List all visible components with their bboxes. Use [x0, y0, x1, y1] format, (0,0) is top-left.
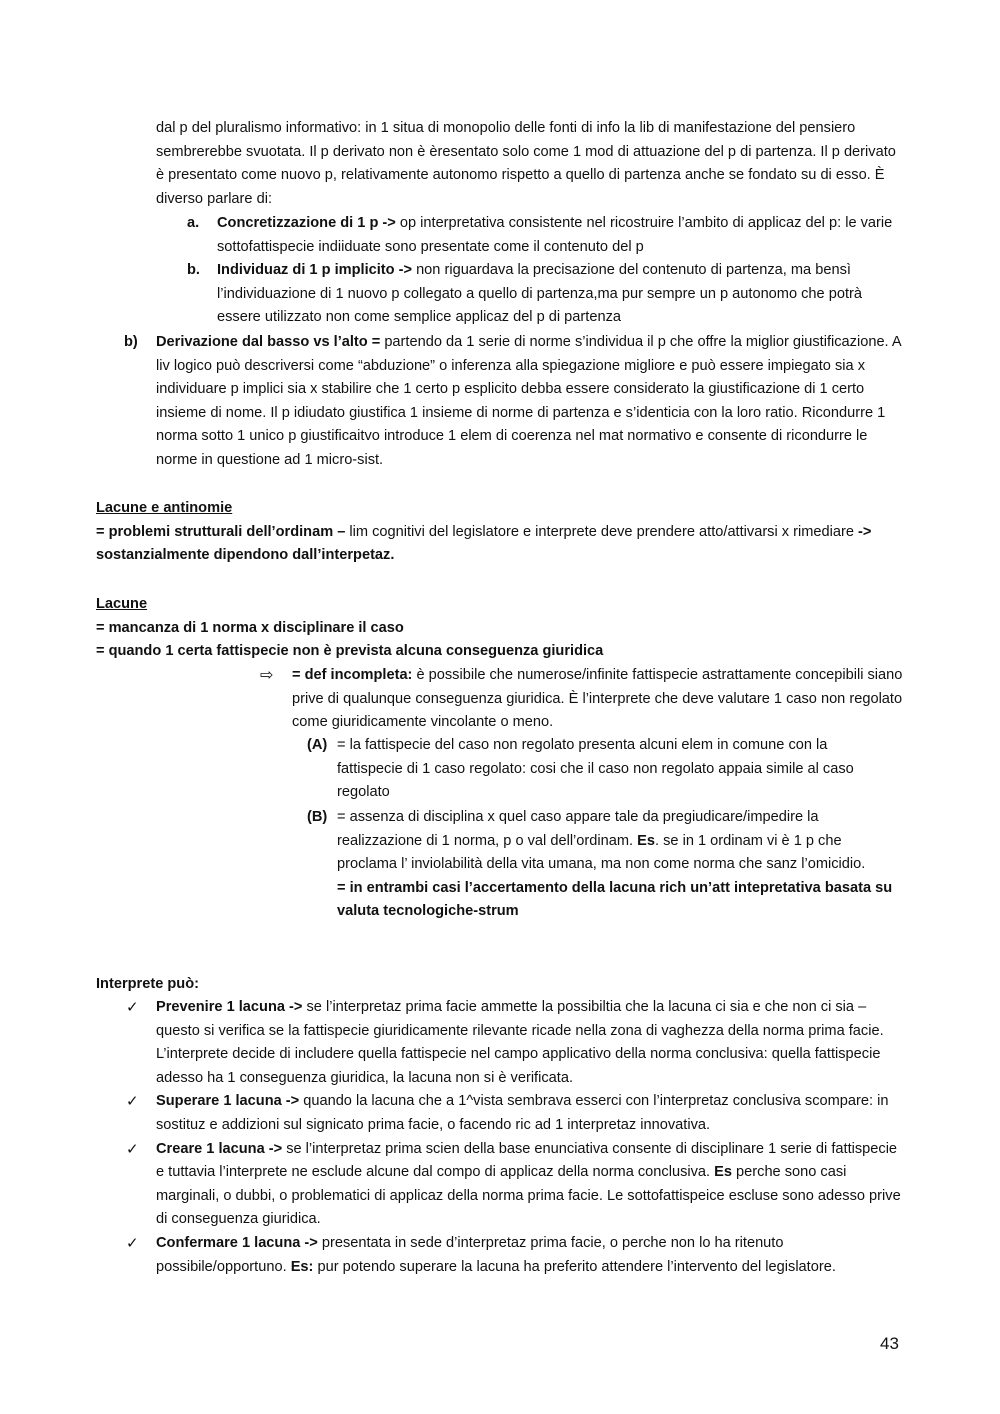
interprete-item-creare — [126, 1138, 901, 1232]
case-text: = la fattispecie del caso non regolato presenta alcuni elem in comune con la fattispecie di 1 caso regolato: cosi che il caso non regolato appaia simile al caso regolato — [337, 737, 854, 801]
term-text: quando la lacuna che a 1^vista sembrava esserci con l’interpretaz conclusiva scompare: in sostituz e addizioni sul signicato prima facie, o facendo ric ad 1 interpretaz innovativa. — [156, 1093, 889, 1133]
example-label: Es: — [290, 1258, 314, 1275]
checkmark-icon: ✓ — [126, 1093, 139, 1111]
def-incompleta — [260, 664, 904, 735]
sublist-item-b — [187, 259, 907, 330]
checkmark-icon: ✓ — [126, 1234, 139, 1252]
term-bold: Creare 1 lacuna -> — [156, 1140, 283, 1157]
section-heading: Lacune — [96, 596, 148, 612]
arrow-right-icon: ⇨ — [260, 667, 274, 684]
sublist-item-a — [187, 212, 907, 259]
interprete-item-confermare — [126, 1232, 901, 1279]
section-heading: Interprete può: — [96, 976, 199, 992]
case-a — [307, 734, 897, 805]
term-bold: = def incompleta: — [292, 667, 413, 683]
list-marker: (B) — [307, 809, 328, 825]
term-text: se l’interpretaz prima scien della base enunciativa consente di disciplinare 1 serie di fattispecie e tuttavia l’interprete ne esclude alcune dal compo di applicaz della norma conclusiva. — [156, 1140, 898, 1181]
page-number: 43 — [880, 1334, 899, 1353]
term-text: presentata in sede d’interpretaz prima facie, o perche non lo ha ritenuto possibile/opportuno. — [156, 1234, 784, 1275]
section-lacune — [96, 593, 901, 664]
conclusion-text: = in entrambi casi l’accertamento della lacuna rich un’att intepretativa basata su valuta tecnologiche-strum — [337, 879, 893, 920]
list-marker: b) — [124, 334, 138, 350]
intro-paragraph — [156, 117, 901, 211]
definition-bold-end: -> sostanzialmente dipendono dall’interpetaz. — [96, 523, 872, 564]
term-text: è possibile che numerose/infinite fattispecie astrattamente concepibili siano prive di qualunque conseguenza giuridica. È l’interprete che deve valutare 1 caso non regolato come giuridicamente vincolante o meno. — [292, 667, 903, 731]
case-text: = assenza di disciplina x quel caso appare tale da pregiudicare/impedire la realizzazione di 1 norma, p o val dell’ordinam. — [337, 809, 819, 849]
term-bold: Individuaz di 1 p implicito -> — [217, 262, 413, 279]
case-b — [307, 806, 897, 924]
term-text: se l’interpretaz prima facie ammette la possibiltia che la lacuna ci sia e che non ci sia – questo si verifica se la fattispecie giuridicamente rilevante ricade nella zona di vaghezza della norma prima facie. L’interprete decide di includere quella fattispecie nel campo applicativo della norma conclusiva: quella fattispecie adesso ha 1 conseguenza giuridica, la lacuna non si è verificata. — [156, 999, 884, 1086]
section-heading: Lacune e antinomie — [96, 500, 233, 516]
section-interprete — [96, 973, 901, 997]
example-label: Es — [637, 832, 655, 849]
term-text: non riguardava la precisazione del contenuto di partenza, ma bensì l’individuazione di 1 nuovo p collegato a quello di partenza,ma pur sempre un p autonomo che potrà essere utilizzato non come semplice applicaz del p di partenza — [217, 262, 862, 326]
interprete-item-prevenire — [126, 996, 901, 1090]
list-marker: a. — [187, 215, 200, 231]
definition-bold: = problemi strutturali dell’ordinam – — [96, 523, 346, 540]
term-text: op interpretativa consistente nel ricostruire l’ambito di applicaz del p: le varie sottofattispecie indiiduate sono presentate come il contenuto del p — [217, 215, 893, 255]
section-lacune-antinomie — [96, 497, 901, 568]
list-marker: b. — [187, 262, 200, 279]
term-bold: Confermare 1 lacuna -> — [156, 1234, 318, 1251]
term-text-2: pur potendo superare la lacuna ha preferito attendere l’intervento del legislatore. — [313, 1258, 836, 1275]
checkmark-icon: ✓ — [126, 999, 139, 1016]
definition-text: lim cognitivi del legislatore e interprete deve prendere atto/attivarsi x rimediare — [345, 523, 859, 540]
item-b-derivazione — [124, 331, 901, 473]
term-text-2: perche sono casi marginali, o dubbi, o problematici di applicaz della norma prima facie. Le sottofattispeice escluse sono adesso prive di conseguenza giuridica. — [156, 1164, 901, 1228]
interprete-item-superare — [126, 1090, 901, 1137]
intro-text: dal p del pluralismo informativo: in 1 situa di monopolio delle fonti di info la lib di manifestazione del pensiero sembrerebbe svuotata. Il p derivato non è èresentato solo come 1 mod di attuazione del p di partenza. Il p derivato è presentato come nuovo p, relativamente autonomo rispetto a quello di partenza anche se fondato su di esso. È diverso parlare di: — [156, 120, 896, 207]
term-bold: Derivazione dal basso vs l’alto = — [156, 334, 381, 350]
term-bold: Superare 1 lacuna -> — [156, 1093, 300, 1110]
term-text: partendo da 1 serie di norme s’individua il p che offre la miglior giustificazione. A liv logico può descriversi come “abduzione” o inferenza alla spiegazione migliore e può essere impiegato sia x individuare p implici sia x stabilire che 1 certo p esplicito debba essere considerato la giustificazione di 1 certo insieme di nome. Il p idiudato giustifica 1 insieme di norme di partenza e s’identicia con la loro ratio. Ricondurre 1 norma sotto 1 unico p giustificaitvo introduce 1 elem di coerenza nel mat normativo e consente di ricondurre le norme in questione ad 1 micro-sist. — [156, 334, 901, 468]
term-bold: Concretizzazione di 1 p -> — [217, 215, 396, 231]
sublist — [187, 212, 907, 330]
example-label: Es — [714, 1164, 732, 1181]
interprete-list — [126, 996, 901, 1279]
list-marker: (A) — [307, 737, 328, 753]
definition-line: = quando 1 certa fattispecie non è prevista alcuna conseguenza giuridica — [96, 643, 604, 660]
term-bold: Prevenire 1 lacuna -> — [156, 999, 303, 1015]
checkmark-icon: ✓ — [126, 1140, 139, 1158]
definition-line: = mancanza di 1 norma x disciplinare il caso — [96, 619, 404, 636]
case-text-2: . se in 1 ordinam vi è 1 p che proclama l’ inviolabilità della vita umana, ma non come norma che sanz l’omicidio. — [337, 832, 866, 873]
